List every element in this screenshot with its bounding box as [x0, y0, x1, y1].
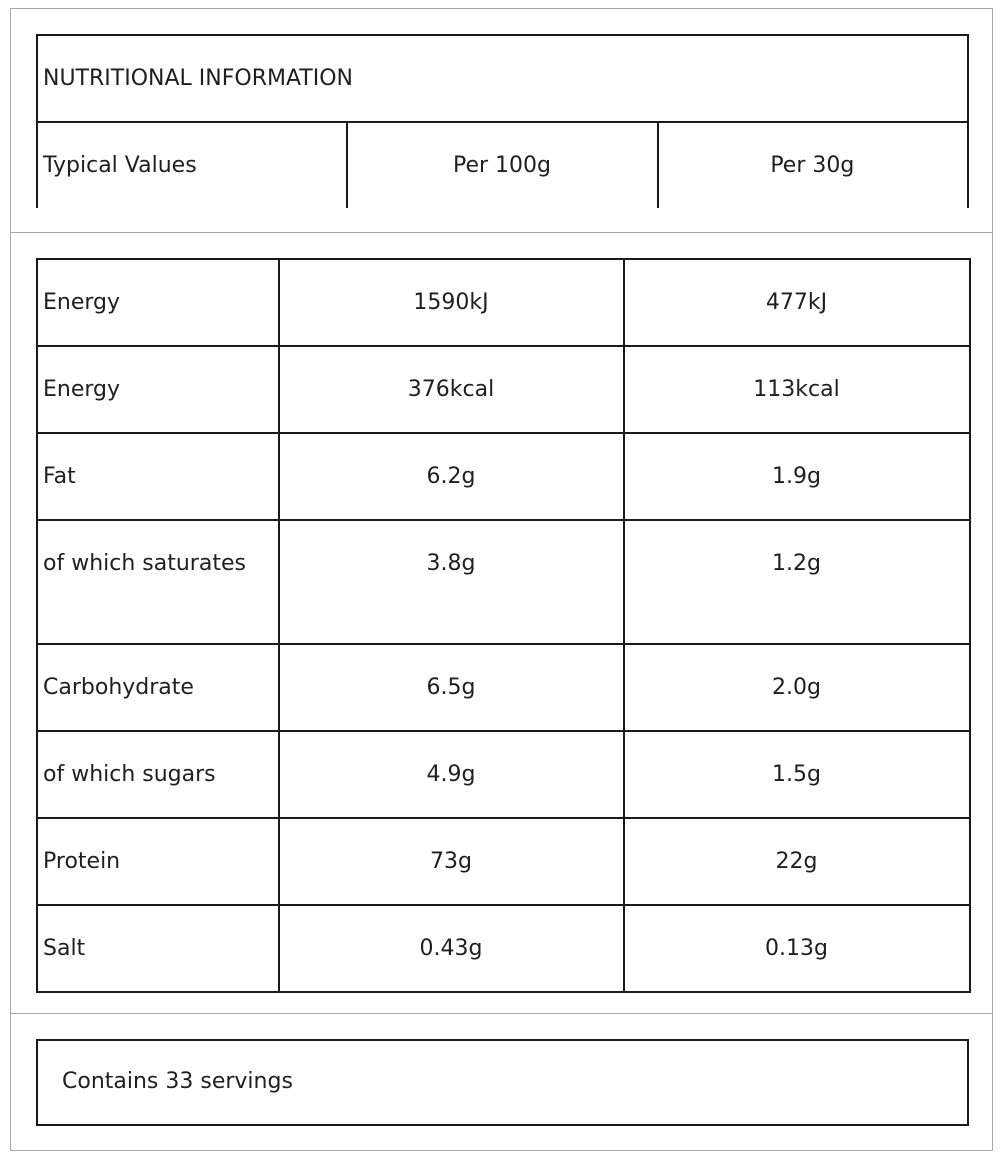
row-per-30g: 113kcal	[624, 346, 970, 433]
nutrition-title: NUTRITIONAL INFORMATION	[37, 35, 968, 122]
table-row	[37, 346, 970, 433]
row-per-30g: 1.9g	[624, 433, 970, 520]
table-row	[37, 433, 970, 520]
column-header-per-100g: Per 100g	[347, 122, 657, 208]
row-label: of which sugars	[37, 731, 279, 818]
row-per-30g: 477kJ	[624, 259, 970, 346]
nutrition-values-section	[10, 232, 993, 1013]
row-per-30g: 1.5g	[624, 731, 970, 818]
column-header-row	[37, 122, 968, 208]
row-per-30g: 22g	[624, 818, 970, 905]
row-per-30g: 0.13g	[624, 905, 970, 992]
table-row	[37, 905, 970, 992]
row-per-100g: 376kcal	[279, 346, 624, 433]
table-row	[37, 644, 970, 731]
row-per-100g: 73g	[279, 818, 624, 905]
row-per-100g: 4.9g	[279, 731, 624, 818]
table-row	[37, 818, 970, 905]
row-per-30g: 1.2g	[624, 520, 970, 644]
row-label: Salt	[37, 905, 279, 992]
nutrition-header-section	[10, 8, 993, 232]
row-per-100g: 3.8g	[279, 520, 624, 644]
column-header-per-30g: Per 30g	[658, 122, 968, 208]
nutrition-header-table	[36, 34, 969, 208]
row-per-100g: 0.43g	[279, 905, 624, 992]
row-per-100g: 6.5g	[279, 644, 624, 731]
row-label: Fat	[37, 433, 279, 520]
row-per-100g: 1590kJ	[279, 259, 624, 346]
servings-note: Contains 33 servings	[36, 1039, 969, 1126]
table-row	[37, 259, 970, 346]
table-row	[37, 520, 970, 644]
row-per-30g: 2.0g	[624, 644, 970, 731]
column-header-typical-values: Typical Values	[37, 122, 347, 208]
row-label: Protein	[37, 818, 279, 905]
title-row	[37, 35, 968, 122]
row-label: of which saturates	[37, 520, 279, 644]
nutrition-values-table	[36, 258, 971, 993]
row-label: Carbohydrate	[37, 644, 279, 731]
row-per-100g: 6.2g	[279, 433, 624, 520]
servings-section	[10, 1013, 993, 1151]
row-label: Energy	[37, 346, 279, 433]
table-row	[37, 731, 970, 818]
row-label: Energy	[37, 259, 279, 346]
